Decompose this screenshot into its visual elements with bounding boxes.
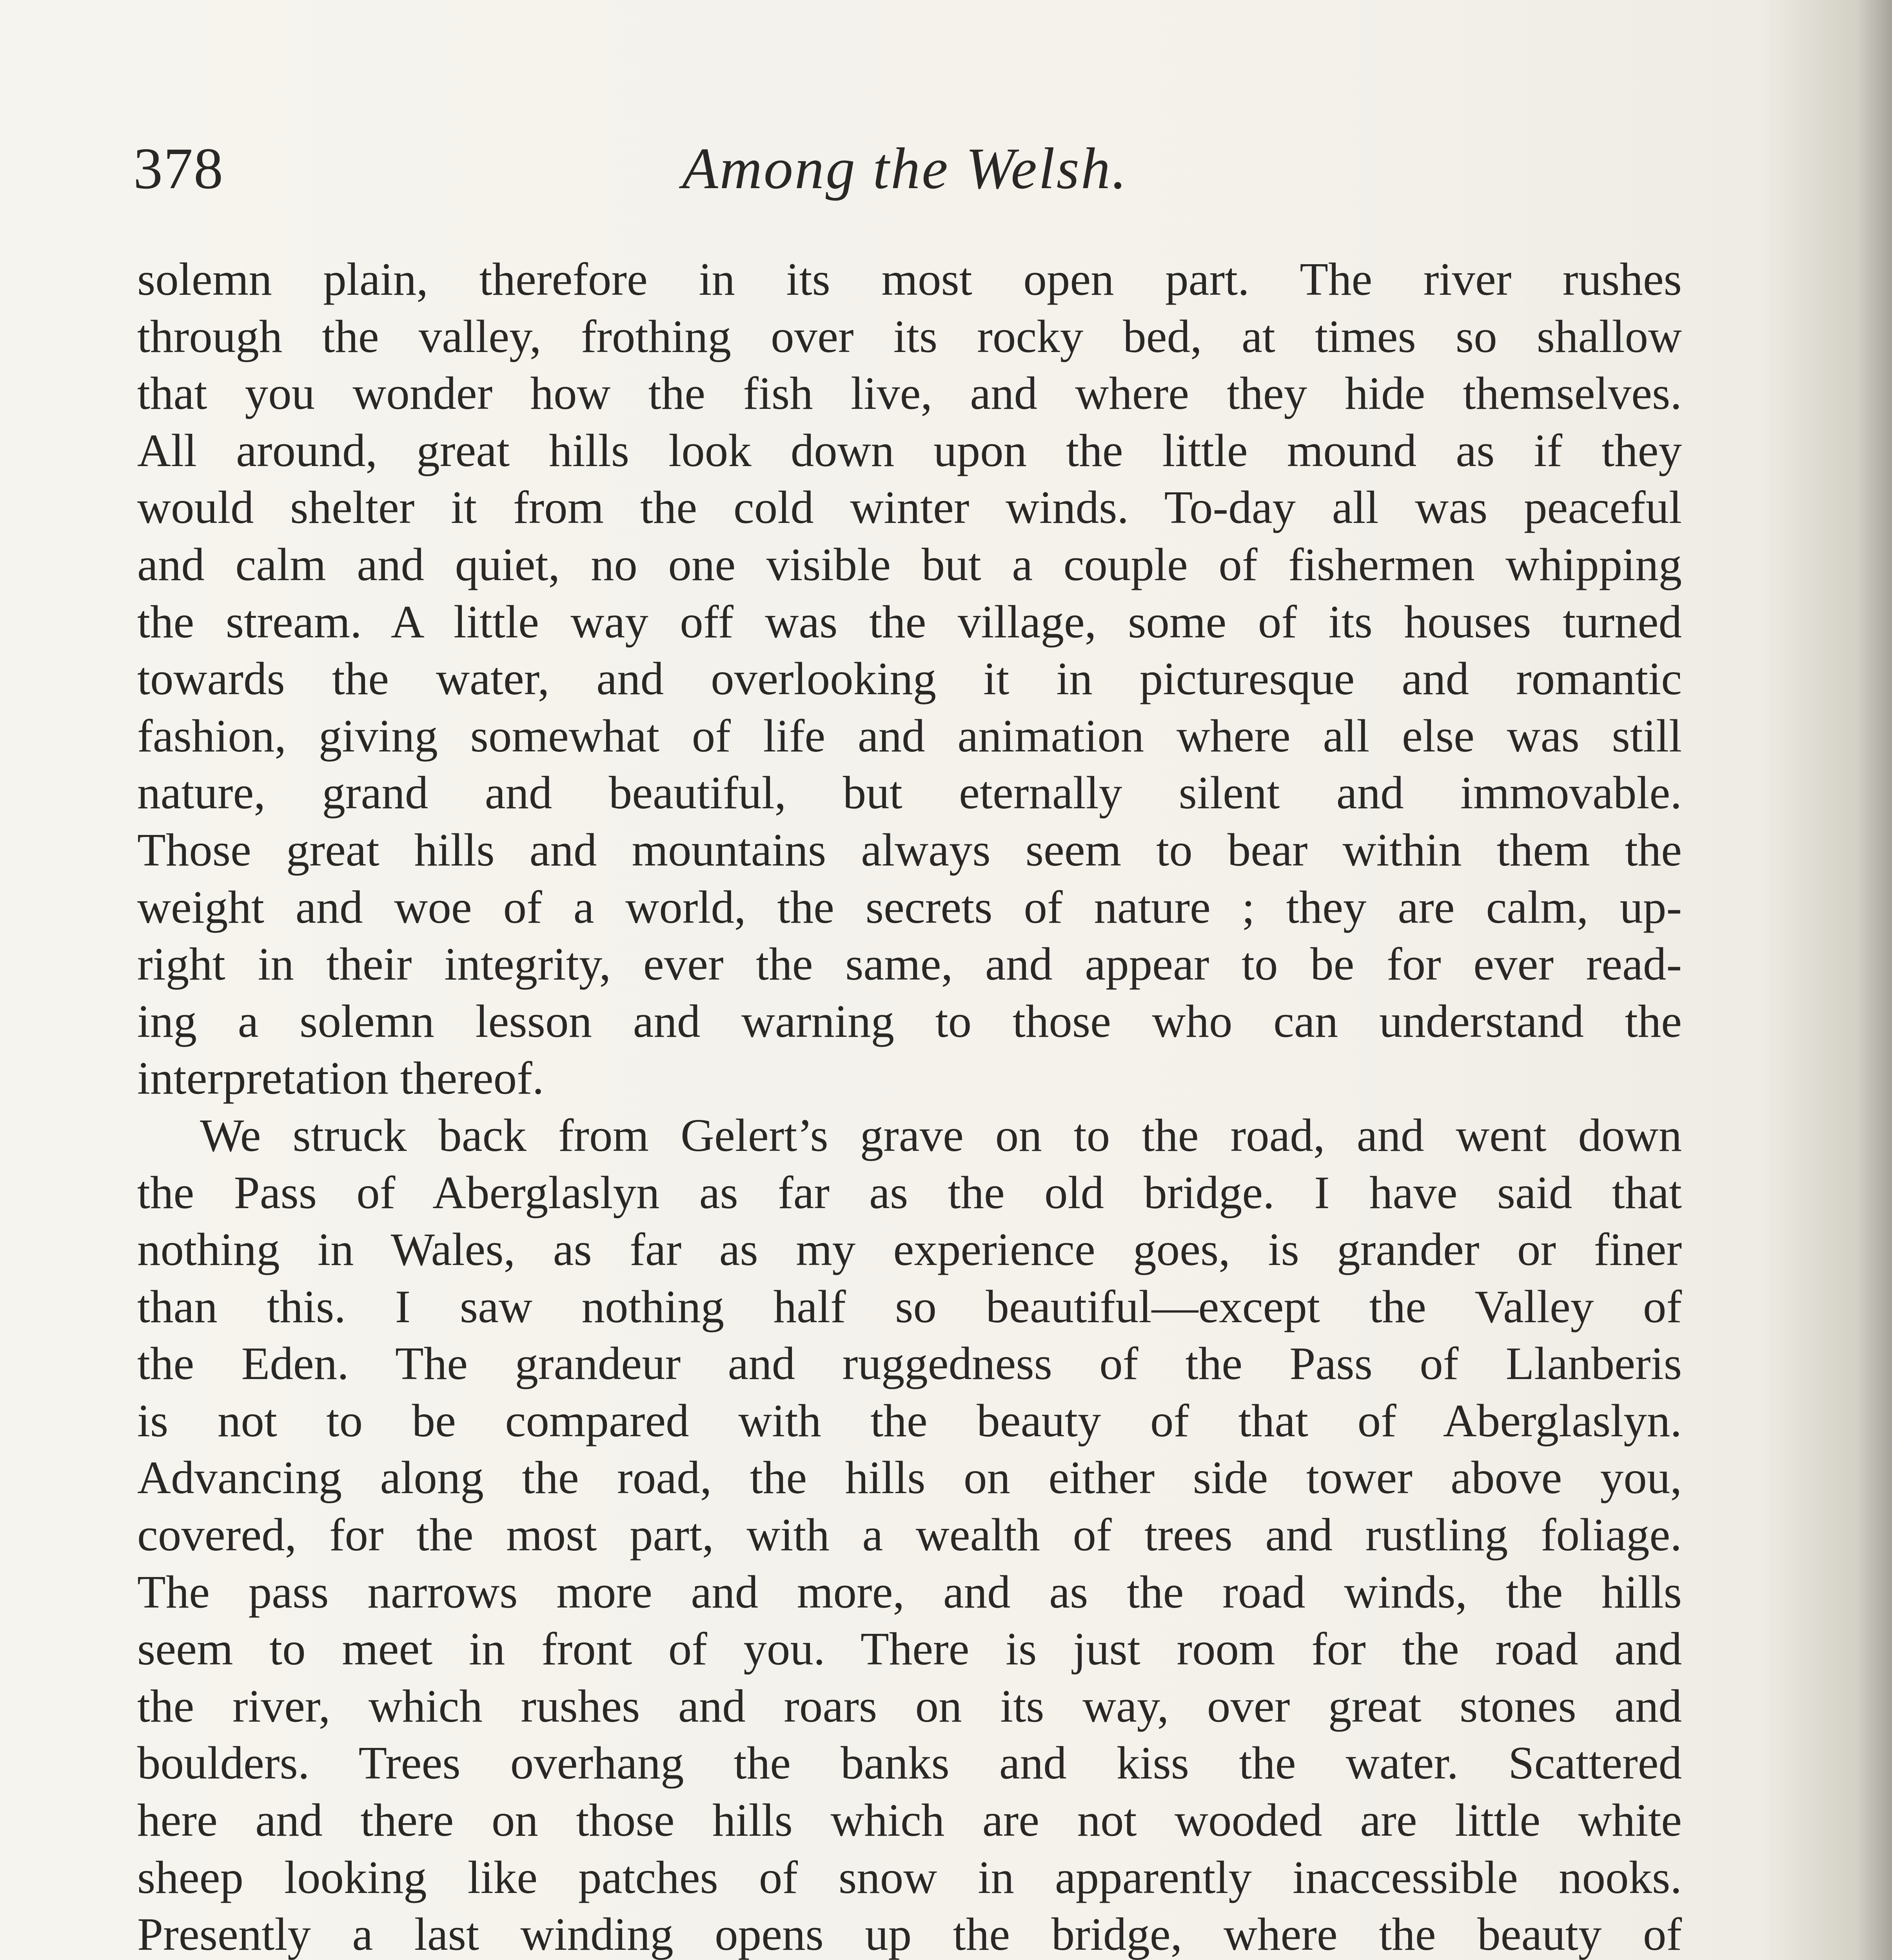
text-line: weight and woe of a world, the secrets of nature ; they are calm, up- — [137, 881, 1682, 933]
text-line: We struck back from Gelert’s grave on to the road, and went down — [200, 1109, 1682, 1161]
text-line: fashion, giving somewhat of life and animation where all else was still — [137, 710, 1682, 762]
text-line: nothing in Wales, as far as my experience goes, is grander or finer — [137, 1223, 1682, 1276]
text-line: covered, for the most part, with a wealth of trees and rustling foliage. — [137, 1509, 1682, 1561]
paragraph-2 — [137, 1107, 1682, 1960]
text-line: the Eden. The grandeur and ruggedness of the Pass of Llanberis — [137, 1338, 1682, 1390]
running-title: Among the Welsh. — [682, 136, 1128, 201]
paragraph-1 — [137, 251, 1682, 1107]
text-line: ing a solemn lesson and warning to those who can understand the — [137, 995, 1682, 1047]
text-line: Advancing along the road, the hills on either side tower above you, — [137, 1452, 1682, 1504]
text-line: the river, which rushes and roars on its way, over great stones and — [137, 1680, 1682, 1732]
text-line: through the valley, frothing over its rocky bed, at times so shallow — [137, 310, 1682, 362]
text-line: towards the water, and overlooking it in picturesque and romantic — [137, 653, 1682, 705]
text-line: Those great hills and mountains always seem to bear within them the — [137, 824, 1682, 876]
text-line: than this. I saw nothing half so beautiful—except the Valley of — [137, 1280, 1682, 1332]
text-line: here and there on those hills which are not wooded are little white — [137, 1794, 1682, 1846]
text-line: Presently a last winding opens up the bridge, where the beauty of — [137, 1908, 1682, 1960]
text-line: the stream. A little way off was the village, some of its houses turned — [137, 595, 1682, 648]
body-text — [137, 251, 1682, 1960]
text-line: would shelter it from the cold winter winds. To-day all was peaceful — [137, 481, 1682, 534]
text-line: The pass narrows more and more, and as the road winds, the hills — [137, 1566, 1682, 1618]
text-line: right in their integrity, ever the same, and appear to be for ever read- — [137, 938, 1682, 990]
page-number: 378 — [133, 136, 224, 201]
text-line: solemn plain, therefore in its most open part. The river rushes — [137, 253, 1682, 305]
text-line: is not to be compared with the beauty of that of Aberglaslyn. — [137, 1394, 1682, 1446]
text-line: seem to meet in front of you. There is just room for the road and — [137, 1623, 1682, 1675]
text-line: and calm and quiet, no one visible but a couple of fishermen whipping — [137, 538, 1682, 590]
text-line: the Pass of Aberglaslyn as far as the old bridge. I have said that — [137, 1166, 1682, 1218]
spine-shadow — [1857, 0, 1892, 1960]
text-line: All around, great hills look down upon the little mound as if they — [137, 424, 1682, 476]
text-line: sheep looking like patches of snow in apparently inaccessible nooks. — [137, 1851, 1682, 1903]
text-line: interpretation thereof. — [137, 1052, 544, 1104]
text-line: nature, grand and beautiful, but eternally silent and immovable. — [137, 767, 1682, 819]
page-header — [133, 129, 1701, 208]
text-line: boulders. Trees overhang the banks and kiss the water. Scattered — [137, 1737, 1682, 1789]
text-line: that you wonder how the fish live, and where they hide themselves. — [137, 367, 1682, 419]
